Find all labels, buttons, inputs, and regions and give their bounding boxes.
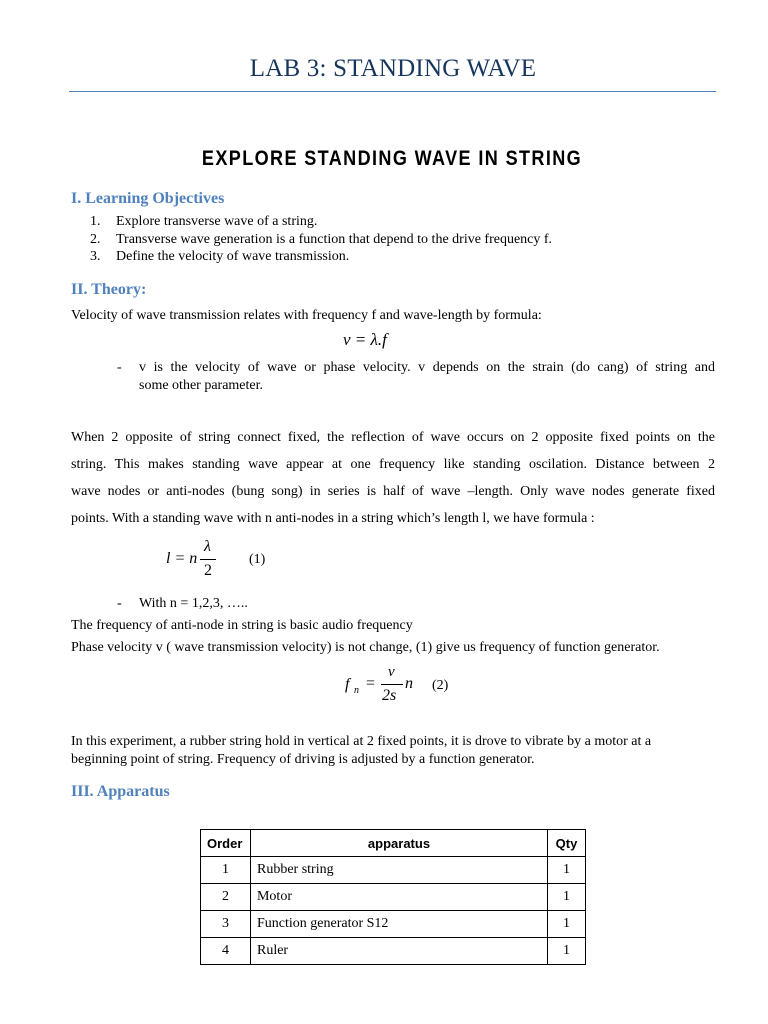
section-heading-objectives: I. Learning Objectives [71,190,225,207]
formula-main: v = λ.f [343,330,387,349]
experiment-line-1: In this experiment, a rubber string hold in vertical at 2 fixed points, it is drove to vibrate by a motor at a [71,734,652,749]
velocity-note: - v is the velocity of wave or phase velocity. v depends on the strain (do cang) of string and some other parameter. [117,360,715,393]
standing-wave-paragraph: When 2 opposite of string connect fixed, the reflection of wave occurs on 2 opposite fixed points on the string. This makes standing wave appear at one frequency like standing oscilation. Distance between 2 wave nodes or anti-nodes (bung song) in series is half of wave –length. Only wave nodes generate fixed points. With a standing wave with n anti-nodes in a string which’s length l, we have formula : [71,430,715,526]
qty-cell: 1 [548,857,586,884]
column-header-qty: Qty [548,830,586,857]
list-item: 2. Transverse wave generation is a function that depend to the drive frequency f. [90,231,553,247]
table-header-row [201,830,586,857]
list-item: 1. Explore transverse wave of a string. [90,214,318,229]
order-cell: 4 [201,938,251,965]
column-header-order: Order [201,830,251,857]
phase-line: Phase velocity v ( wave transmission velocity) is not change, (1) give us frequency of function generator. [71,640,660,655]
qty-cell: 1 [548,884,586,911]
qty-cell: 1 [548,938,586,965]
qty-cell: 1 [548,911,586,938]
apparatus-table [200,829,586,965]
equation-1: l = n λ 2 (1) [166,538,266,579]
fraction-bar [381,684,403,685]
apparatus-cell: Motor [250,884,547,911]
theory-intro: Velocity of wave transmission relates with frequency f and wave-length by formula: [71,308,542,323]
column-header-apparatus: apparatus [250,830,547,857]
section-heading-theory: II. Theory: [71,281,147,298]
table-row [201,884,586,911]
apparatus-cell: Rubber string [250,857,547,884]
order-cell: 1 [201,857,251,884]
title-rule [69,91,716,92]
list-item: 3. Define the velocity of wave transmission. [90,249,350,264]
table-row [201,911,586,938]
objectives-list [90,213,552,266]
table-row [201,938,586,965]
table-row [201,857,586,884]
order-cell: 3 [201,911,251,938]
order-cell: 2 [201,884,251,911]
lab-title: LAB 3: STANDING WAVE [249,55,537,82]
section-heading-apparatus: III. Apparatus [71,783,170,800]
equation-2: f n = v 2s n (2) [345,664,449,704]
fraction-bar [200,559,216,560]
main-title: EXPLORE STANDING WAVE IN STRING [201,147,583,170]
with-n-item: - With n = 1,2,3, ….. [117,596,248,611]
freq-line: The frequency of anti-node in string is basic audio frequency [71,618,413,633]
apparatus-cell: Function generator S12 [250,911,547,938]
experiment-line-2: beginning point of string. Frequency of driving is adjusted by a function generator. [71,752,535,767]
apparatus-cell: Ruler [250,938,547,965]
